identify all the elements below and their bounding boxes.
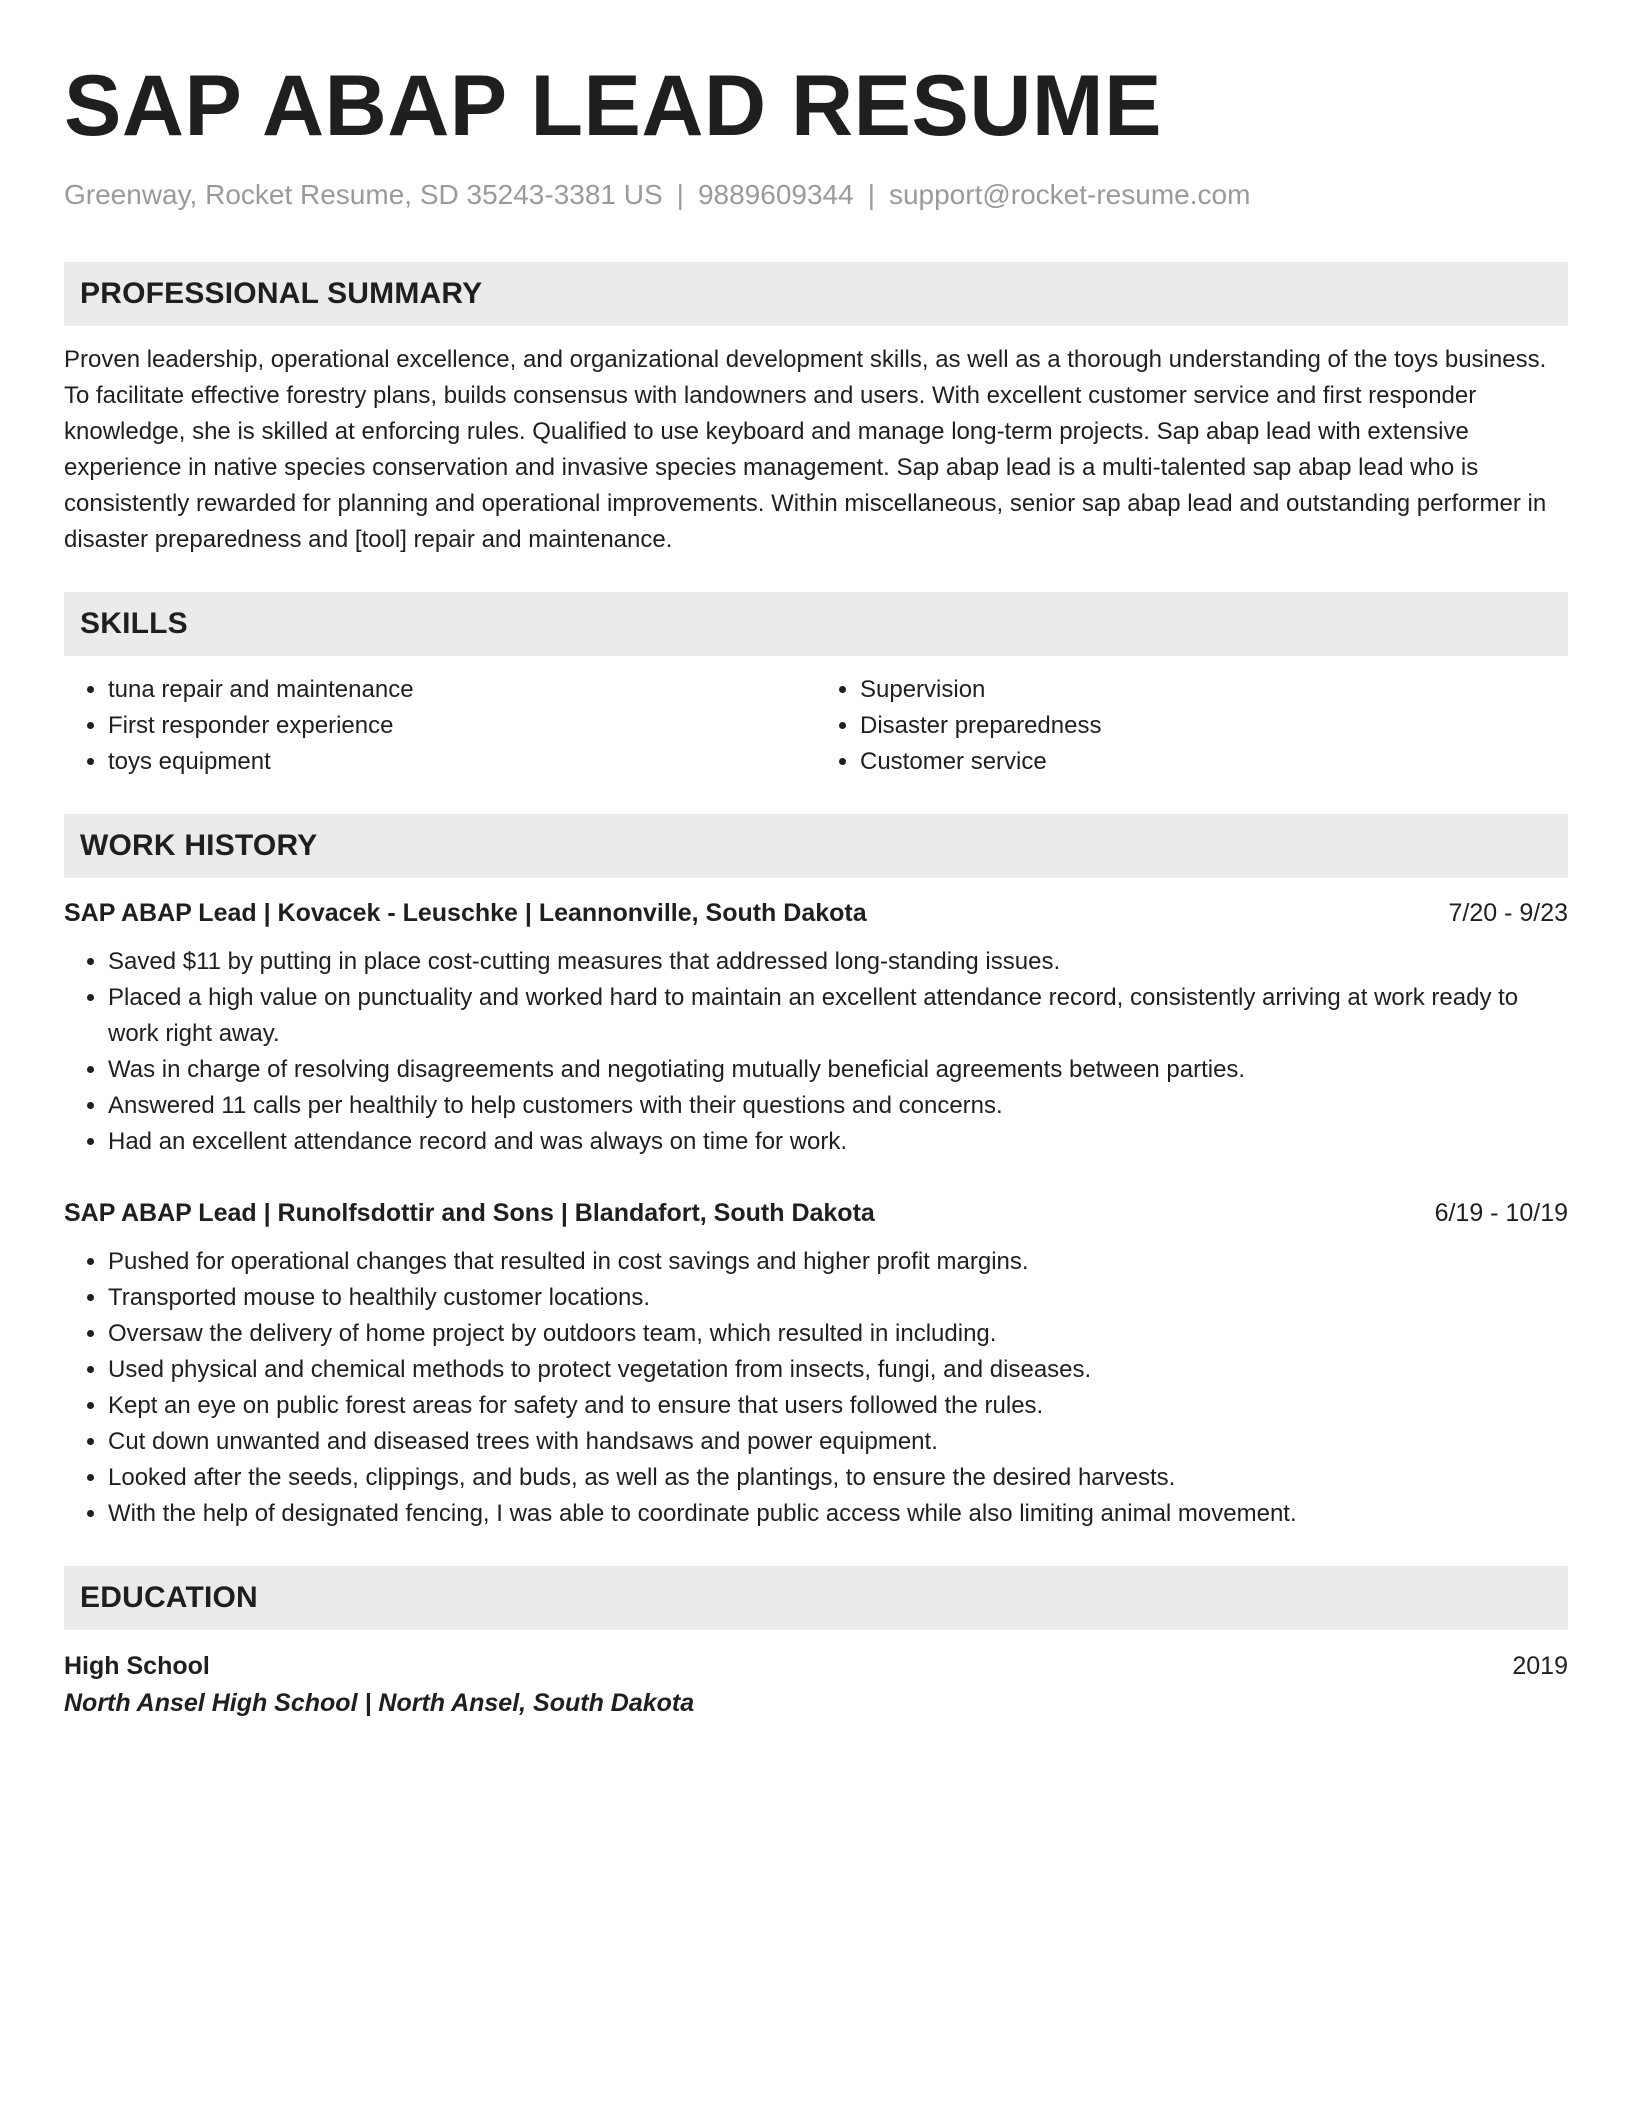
job-title: SAP ABAP Lead | Runolfsdottir and Sons | Blandafort, South Dakota [64,1199,875,1227]
job-entry [64,1196,1568,1532]
job-entry [64,896,1568,1160]
job-bullet: • Had an excellent attendance record and was always on time for work. [108,1124,1568,1160]
skills-list [64,672,1568,780]
skill-item: • Customer service [860,744,1568,780]
skill-item: • Disaster preparedness [860,708,1568,744]
job-bullet: • With the help of designated fencing, I was able to coordinate public access while also limiting animal movement. [108,1496,1568,1532]
job-bullet: • Placed a high value on punctuality and worked hard to maintain an excellent attendance record, consistently arriving at work ready to work right away. [108,980,1568,1052]
skill-item: • Supervision [860,672,1568,708]
contact-separator: | [676,179,684,210]
contact-address: Greenway, Rocket Resume, SD 35243-3381 US [64,179,663,210]
section-header-summary: PROFESSIONAL SUMMARY [64,262,1568,326]
job-bullet: • Answered 11 calls per healthily to help customers with their questions and concerns. [108,1088,1568,1124]
education-header [64,1648,1568,1684]
job-header [64,896,1568,930]
skill-item: • toys equipment [108,744,816,780]
resume-title: SAP ABAP LEAD RESUME [64,58,1162,154]
job-bullet: • Pushed for operational changes that resulted in cost savings and higher profit margins. [108,1244,1568,1280]
job-dates: 6/19 - 10/19 [1434,1199,1568,1227]
job-header [64,1196,1568,1230]
job-bullet: • Saved $11 by putting in place cost-cutting measures that addressed long-standing issues. [108,944,1568,980]
summary-text: Proven leadership, operational excellence, and organizational development skills, as well as a thorough understanding of the toys business. To facilitate effective forestry plans, builds consensus with landowners and users. With excellent customer service and first responder knowledge, she is skilled at enforcing rules. Qualified to use keyboard and manage long-term projects. Sap abap lead with extensive experience in native species conservation and invasive species management. Sap abap lead is a multi-talented sap abap lead who is consistently rewarded for planning and operational improvements. Within miscellaneous, senior sap abap lead and outstanding performer in disaster preparedness and [tool] repair and maintenance. [64,346,1547,553]
section-header-work: WORK HISTORY [64,814,1568,878]
job-bullet: • Used physical and chemical methods to protect vegetation from insects, fungi, and diseases. [108,1352,1568,1388]
skill-item: • First responder experience [108,708,816,744]
job-bullets [64,1244,1568,1532]
skills-column-left [64,672,816,780]
job-dates: 7/20 - 9/23 [1448,899,1568,927]
job-bullets [64,944,1568,1160]
job-bullet: • Transported mouse to healthily customer locations. [108,1280,1568,1316]
section-header-education: EDUCATION [64,1566,1568,1630]
education-entry [64,1648,1568,1722]
education-school: North Ansel High School | North Ansel, South Dakota [64,1689,695,1717]
section-header-skills: SKILLS [64,592,1568,656]
contact-separator: | [867,179,875,210]
job-bullet: • Kept an eye on public forest areas for safety and to ensure that users followed the rules. [108,1388,1568,1424]
job-bullet: • Cut down unwanted and diseased trees with handsaws and power equipment. [108,1424,1568,1460]
job-title: SAP ABAP Lead | Kovacek - Leuschke | Leannonville, South Dakota [64,899,867,927]
skill-item: • tuna repair and maintenance [108,672,816,708]
job-bullet: • Looked after the seeds, clippings, and buds, as well as the plantings, to ensure the desired harvests. [108,1460,1568,1496]
skills-column-right [816,672,1568,780]
contact-email: support@rocket-resume.com [888,179,1251,210]
contact-line [64,178,1568,212]
education-year: 2019 [1512,1652,1568,1680]
education-degree: High School [64,1652,210,1680]
contact-phone: 9889609344 [697,179,854,210]
job-bullet: • Oversaw the delivery of home project by outdoors team, which resulted in including. [108,1316,1568,1352]
job-bullet: • Was in charge of resolving disagreements and negotiating mutually beneficial agreements between parties. [108,1052,1568,1088]
